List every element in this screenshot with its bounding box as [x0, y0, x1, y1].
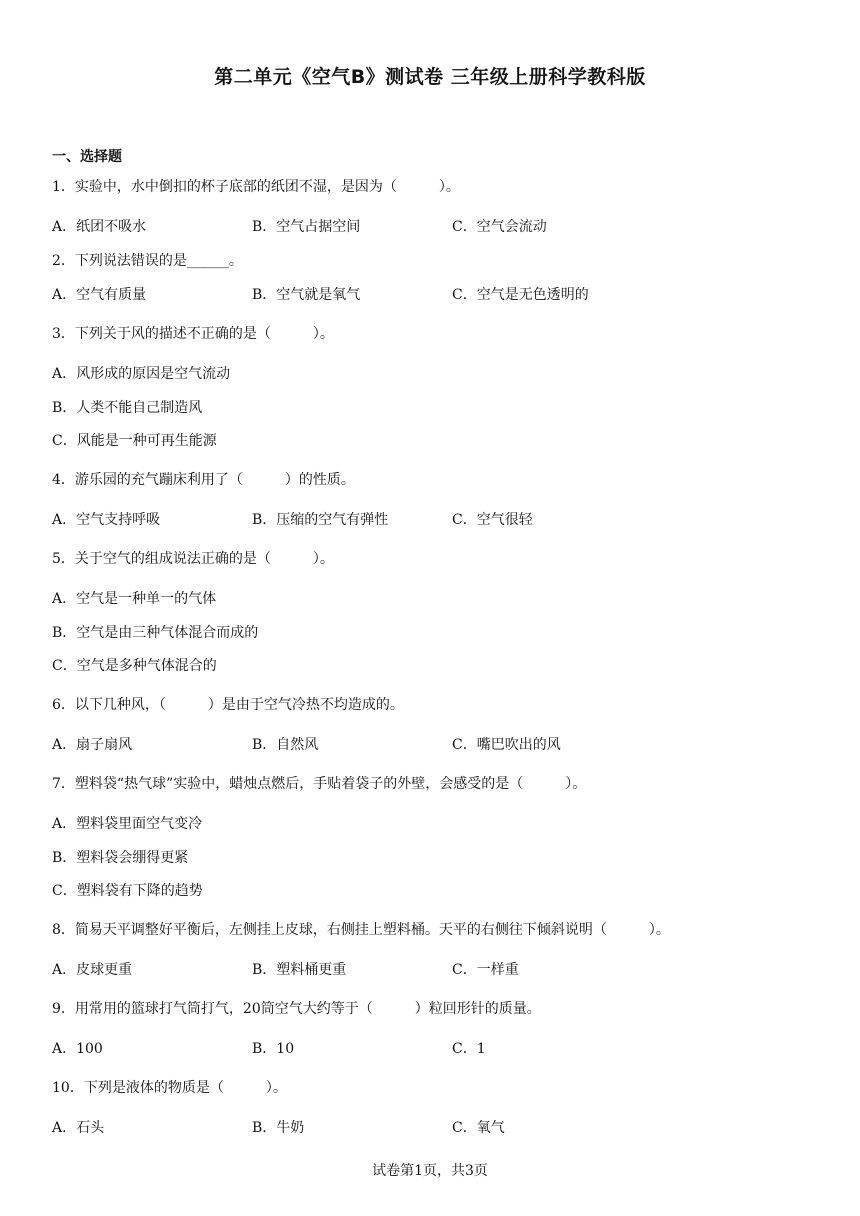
q10-option-a: A．石头	[52, 1120, 105, 1136]
q10-option-c: C．氧气	[452, 1120, 505, 1136]
q10-option-b: B．牛奶	[252, 1120, 305, 1136]
q6-option-c: C．嘴巴吹出的风	[452, 737, 561, 753]
q3-option-a: A．风形成的原因是空气流动	[52, 366, 231, 382]
q6-option-b: B．自然风	[252, 737, 319, 753]
exam-title: 第二单元《空气B》测试卷 三年级上册科学教科版	[214, 66, 646, 88]
question-5: 5．关于空气的组成说法正确的是（ ）。	[52, 551, 334, 567]
q2-option-a: A．空气有质量	[52, 287, 147, 303]
q8-option-b: B．塑料桶更重	[252, 962, 347, 978]
q9-option-a: A．100	[52, 1041, 103, 1057]
question-6: 6．以下几种风，（ ）是由于空气冷热不均造成的。	[52, 697, 404, 713]
q1-option-c: C．空气会流动	[452, 219, 547, 235]
q2-option-b: B．空气就是氧气	[252, 287, 361, 303]
question-4: 4．游乐园的充气蹦床利用了（ ）的性质。	[52, 472, 355, 488]
question-2: 2．下列说法错误的是______。	[52, 253, 243, 269]
page-footer: 试卷第1页，共3页	[372, 1163, 488, 1179]
q1-option-b: B．空气占据空间	[252, 219, 361, 235]
q4-option-a: A．空气支持呼吸	[52, 512, 161, 528]
q1-option-a: A．纸团不吸水	[52, 219, 147, 235]
q4-option-b: B．压缩的空气有弹性	[252, 512, 389, 528]
q3-option-c: C．风能是一种可再生能源	[52, 433, 217, 449]
q2-option-c: C．空气是无色透明的	[452, 287, 589, 303]
question-9: 9．用常用的篮球打气筒打气，20筒空气大约等于（ ）粒回形针的质量。	[52, 1001, 541, 1017]
q9-option-b: B．10	[252, 1041, 295, 1057]
q6-option-a: A．扇子扇风	[52, 737, 133, 753]
q4-option-c: C．空气很轻	[452, 512, 533, 528]
q7-option-b: B．塑料袋会绷得更紧	[52, 850, 189, 866]
question-7: 7．塑料袋“热气球”实验中，蜡烛点燃后，手贴着袋子的外壁，会感受的是（ ）。	[52, 776, 587, 792]
q5-option-a: A．空气是一种单一的气体	[52, 591, 217, 607]
q7-option-a: A．塑料袋里面空气变冷	[52, 816, 203, 832]
question-10: 10．下列是液体的物质是（ ）。	[52, 1080, 287, 1096]
question-3: 3．下列关于风的描述不正确的是（ ）。	[52, 326, 334, 342]
section-heading: 一、选择题	[52, 149, 122, 165]
question-1: 1．实验中，水中倒扣的杯子底部的纸团不湿，是因为（ ）。	[52, 179, 460, 195]
q7-option-c: C．塑料袋有下降的趋势	[52, 883, 203, 899]
q9-option-c: C．1	[452, 1041, 486, 1057]
q5-option-b: B．空气是由三种气体混合而成的	[52, 625, 259, 641]
q8-option-a: A．皮球更重	[52, 962, 133, 978]
q5-option-c: C．空气是多种气体混合的	[52, 658, 217, 674]
q8-option-c: C．一样重	[452, 962, 519, 978]
question-8: 8．简易天平调整好平衡后，左侧挂上皮球，右侧挂上塑料桶。天平的右侧往下倾斜说明（ ）。	[52, 922, 670, 938]
q3-option-b: B．人类不能自己制造风	[52, 400, 203, 416]
